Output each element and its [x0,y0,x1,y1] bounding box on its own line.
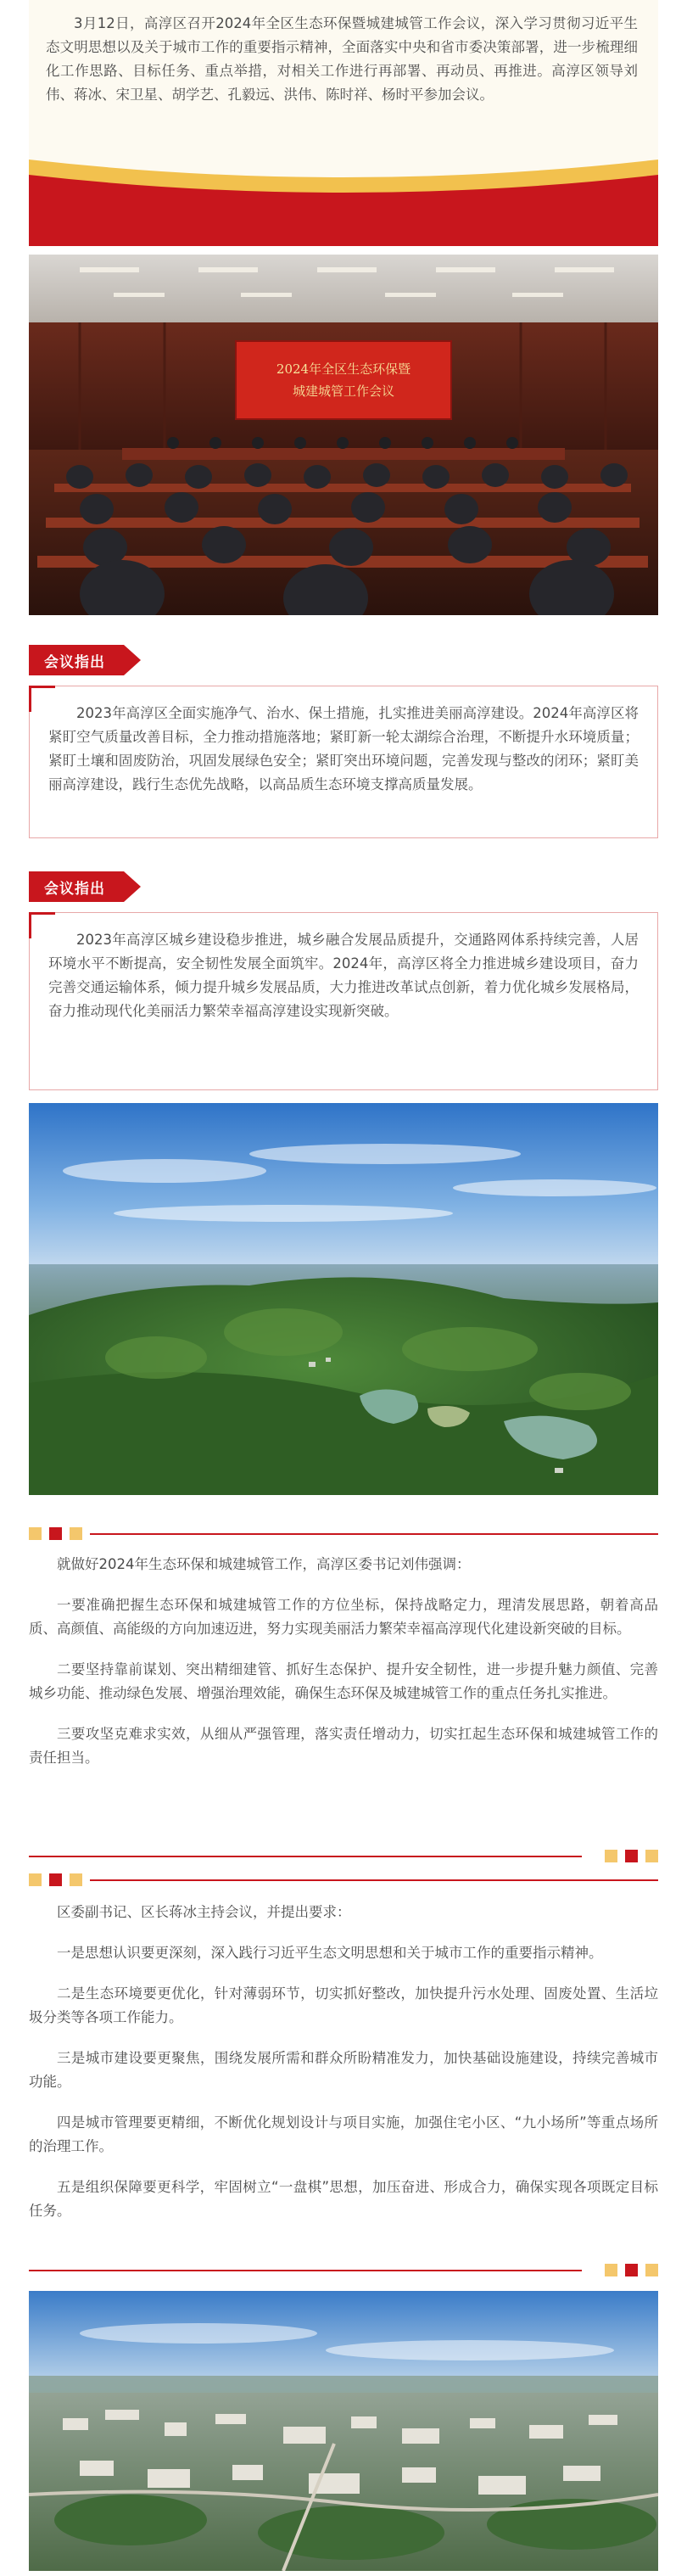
red-square [625,1850,638,1862]
intro-text: 3月12日，高淳区召开2024年全区生态环保暨城建城管工作会议，深入学习贯彻习近平生态文明思想以及关于城市工作的重要指示精神，全面落实中央和省市委决策部署，进一步梳理细化工作思路、目标任务、重点举措，对相关工作进行再部署、再动员、再推进。高淳区领导刘伟、蒋冰、宋卫星、胡学艺、孔毅远、洪伟、陈时祥、杨时平参加会议。 [46,15,638,103]
block1-paragraph: 二要坚持靠前谋划、突出精细建管、抓好生态保护、提升安全韧性，进一步提升魅力颜值、完善城乡功能、推动绿色发展、增强治理效能，确保生态环保及城建城管工作的重点任务扎实推进。 [29,1661,658,1701]
section-tag-2 [29,871,141,902]
red-square [625,2264,638,2276]
aerial-forest-photo [29,1103,658,1495]
divider-line [90,1879,658,1881]
block1-paragraph: 就做好2024年生态环保和城建城管工作，高淳区委书记刘伟强调： [57,1556,471,1572]
decoration-row-3 [29,1873,658,1887]
meeting-photo [29,255,658,615]
block2-paragraph: 五是组织保障要更科学，牢固树立“一盘棋”思想，加压奋进、形成合力，确保实现各项既定目标任务。 [29,2179,658,2219]
block2-paragraph: 四是城市管理要更精细，不断优化规划设计与项目实施，加强住宅小区、“九小场所”等重点场所的治理工作。 [29,2114,658,2154]
meeting-banner-line1: 2024年全区生态环保暨 [276,361,411,377]
decoration-row-2 [29,1850,658,1863]
intro-card [29,0,658,148]
section-tag-1-label: 会议指出 [44,654,105,671]
block1-paragraph: 三要攻坚克难求实效，从细从严强管理，落实责任增动力，切实扛起生态环保和城建城管工作的责任担当。 [29,1726,658,1766]
red-square [49,1873,62,1886]
gold-square [70,1873,82,1886]
block1-paragraph: 一要准确把握生态环保和城建城管工作的方位坐标，保持战略定力，理清发展思路，朝着高品质、高颜值、高能级的方向加速迈进，努力实现美丽活力繁荣幸福高淳现代化建设新突破的目标。 [29,1597,658,1637]
intro-wave-decoration [29,144,658,246]
aerial-city-photo [29,2291,658,2571]
decoration-row-1 [29,1527,658,1541]
block2-paragraph: 三是城市建设要更聚焦，围绕发展所需和群众所盼精准发力，加快基础设施建设，持续完善城市功能。 [29,2050,658,2090]
red-square [49,1527,62,1540]
gold-square [70,1527,82,1540]
section-1-text: 2023年高淳区全面实施净气、治水、保土措施，扎实推进美丽高淳建设。2024年高淳区将紧盯空气质量改善目标，全力推动措施落地；紧盯新一轮太湖综合治理，不断提升水环境质量；紧盯土壤和固废防治，巩固发展绿色安全；紧盯突出环境问题，完善发现与整改的闭环；紧盯美丽高淳建设，践行生态优先战略，以高品质生态环境支撑高质量发展。 [48,705,639,792]
section-tag-2-label: 会议指出 [44,881,105,898]
section-2-text: 2023年高淳区城乡建设稳步推进，城乡融合发展品质提升，交通路网体系持续完善，人居环境水平不断提高，安全韧性发展全面筑牢。2024年，高淳区将全力推进城乡建设项目，奋力完善交通运输体系，倾力提升城乡发展品质，大力推进改革试点创新，着力优化城乡发展格局，奋力推动现代化美丽活力繁荣幸福高淳建设实现新突破。 [48,932,639,1019]
gold-square [605,1850,617,1862]
section-2-box [29,912,658,1090]
gold-square [605,2264,617,2276]
block2-paragraph: 一是思想认识要更深刻，深入践行习近平生态文明思想和关于城市工作的重要指示精神。 [57,1945,603,1961]
gold-square [29,1873,42,1886]
meeting-banner-line2: 城建城管工作会议 [292,384,395,399]
block2-paragraph: 二是生态环境要更优化，针对薄弱环节，切实抓好整改，加快提升污水处理、固废处置、生活垃圾分类等各项工作能力。 [29,1985,658,2025]
section-1-box [29,686,658,838]
mayor-remarks [29,1901,658,2240]
section-tag-1 [29,645,141,675]
block2-paragraph: 区委副书记、区长蒋冰主持会议，并提出要求： [57,1904,351,1920]
divider-line [90,1533,658,1535]
divider-line [29,1856,582,1857]
gold-square [29,1527,42,1540]
gold-square [645,1850,658,1862]
secretary-remarks [29,1553,658,1787]
divider-line [29,2270,582,2271]
gold-square [645,2264,658,2276]
decoration-row-4 [29,2264,658,2277]
